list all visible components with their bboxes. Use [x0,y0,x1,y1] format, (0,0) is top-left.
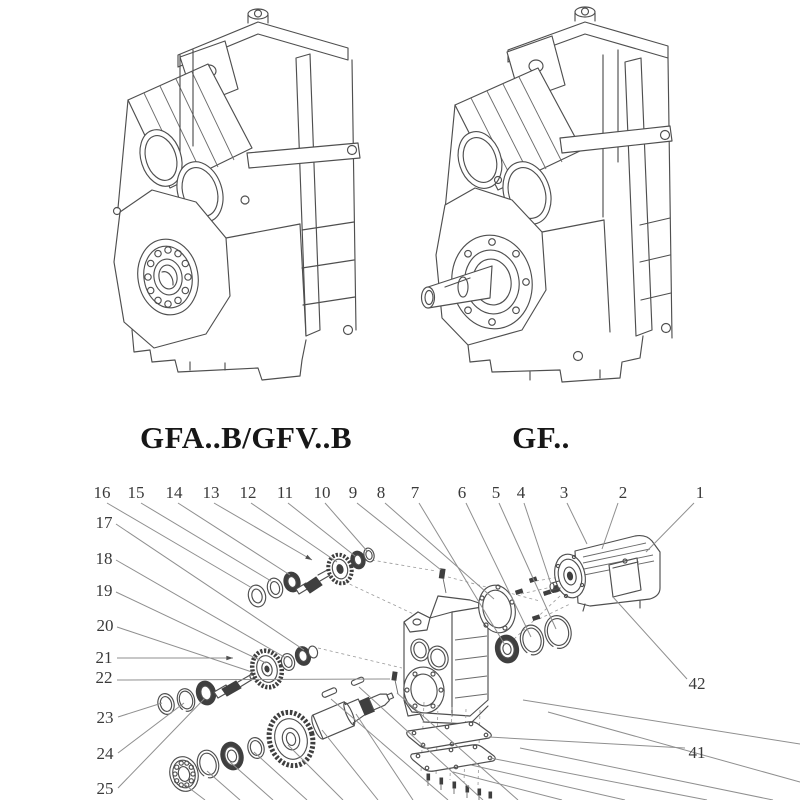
intermediate-pinion-shaft [214,673,254,698]
part-number-8: 8 [376,483,386,502]
input-pinion-shaft [296,568,332,594]
part-number-41: 41 [688,743,706,762]
gearbox-housing [400,596,488,724]
output-shaft [309,683,397,740]
leader-line-20 [117,627,252,672]
leader-line-41 [489,737,685,748]
part-number-13: 13 [202,483,220,502]
part-number-6: 6 [457,483,467,502]
intermediate-gear [248,647,286,690]
housing-lug [404,612,430,632]
terminal-box [609,558,641,597]
leader-line-14 [178,503,290,575]
stud-bolt [439,569,446,593]
leader-line-24 [118,703,184,753]
leader-line-offscreen-2 [207,771,240,800]
leader-line-19 [116,592,266,663]
part-number-3: 3 [559,483,569,502]
part-number-1: 1 [695,483,705,502]
exploded-parts-diagram [94,483,800,800]
flange-screws [516,577,551,620]
part-number-12: 12 [239,483,257,502]
vertical-strap [296,54,320,336]
washer [246,736,267,760]
shaft-key [351,676,365,686]
model-label-left: GFA..B/GFV..B [139,420,353,455]
part-number-4: 4 [516,483,526,502]
part-number-10: 10 [313,483,331,502]
stud-bolt [392,672,398,694]
part-number-19: 19 [95,581,113,600]
vertical-strap [625,58,652,336]
callout-numbers [94,483,706,798]
mounting-feet [468,336,643,382]
leader-line-15 [141,503,271,581]
part-number-20: 20 [96,616,114,635]
end-cap [246,583,268,609]
output-gear [263,707,319,770]
part-number-42: 42 [688,674,706,693]
electric-motor [550,536,660,611]
housing-gaskets [407,702,496,800]
part-number-17: 17 [95,513,113,532]
leader-arrow-21 [226,656,233,660]
leader-line-offscreen-5 [288,745,343,800]
leader-line-offscreen-7 [356,714,413,800]
leader-line-8 [385,503,494,599]
leader-line-offscreen-11 [453,772,562,800]
part-number-5: 5 [491,483,501,502]
part-number-25: 25 [96,779,114,798]
part-number-23: 23 [96,708,114,727]
leader-line-offscreen-14 [520,748,773,800]
part-number-9: 9 [348,483,358,502]
shaft-key [321,687,337,698]
part-number-21: 21 [95,648,113,667]
model-label-right: GF.. [512,420,570,455]
leader-line-offscreen-6 [322,730,378,800]
motor-side-bearing [493,633,521,665]
gearbox-drawing-solid-shaft [422,7,673,382]
leader-line-4 [524,503,551,584]
leader-line-1 [646,503,694,552]
leader-line-3 [567,503,587,544]
leader-line-offscreen-15 [548,712,800,782]
leader-line-23 [118,703,162,717]
ball-bearing [166,753,202,794]
retaining-ring [542,613,574,651]
leader-line-42 [613,597,687,679]
part-number-2: 2 [618,483,628,502]
leader-line-22 [117,679,390,680]
part-number-14: 14 [165,483,183,502]
leader-line-16 [107,503,252,588]
leader-line-offscreen-3 [230,762,273,800]
part-number-22: 22 [95,668,113,687]
part-number-15: 15 [127,483,145,502]
part-number-16: 16 [93,483,111,502]
gearbox-drawing-hollow-shaft [114,9,361,380]
part-number-24: 24 [96,744,114,763]
leader-line-offscreen-16 [523,700,800,744]
oil-seal [265,576,285,599]
leader-arrow-13 [305,555,312,560]
leader-line-11 [288,503,355,556]
retaining-ring [518,623,547,657]
cross-band [560,126,672,153]
part-number-7: 7 [410,483,420,502]
part-number-11: 11 [276,483,294,502]
leader-line-10 [325,503,367,551]
part-number-18: 18 [95,549,113,568]
oil-seal [218,740,246,773]
